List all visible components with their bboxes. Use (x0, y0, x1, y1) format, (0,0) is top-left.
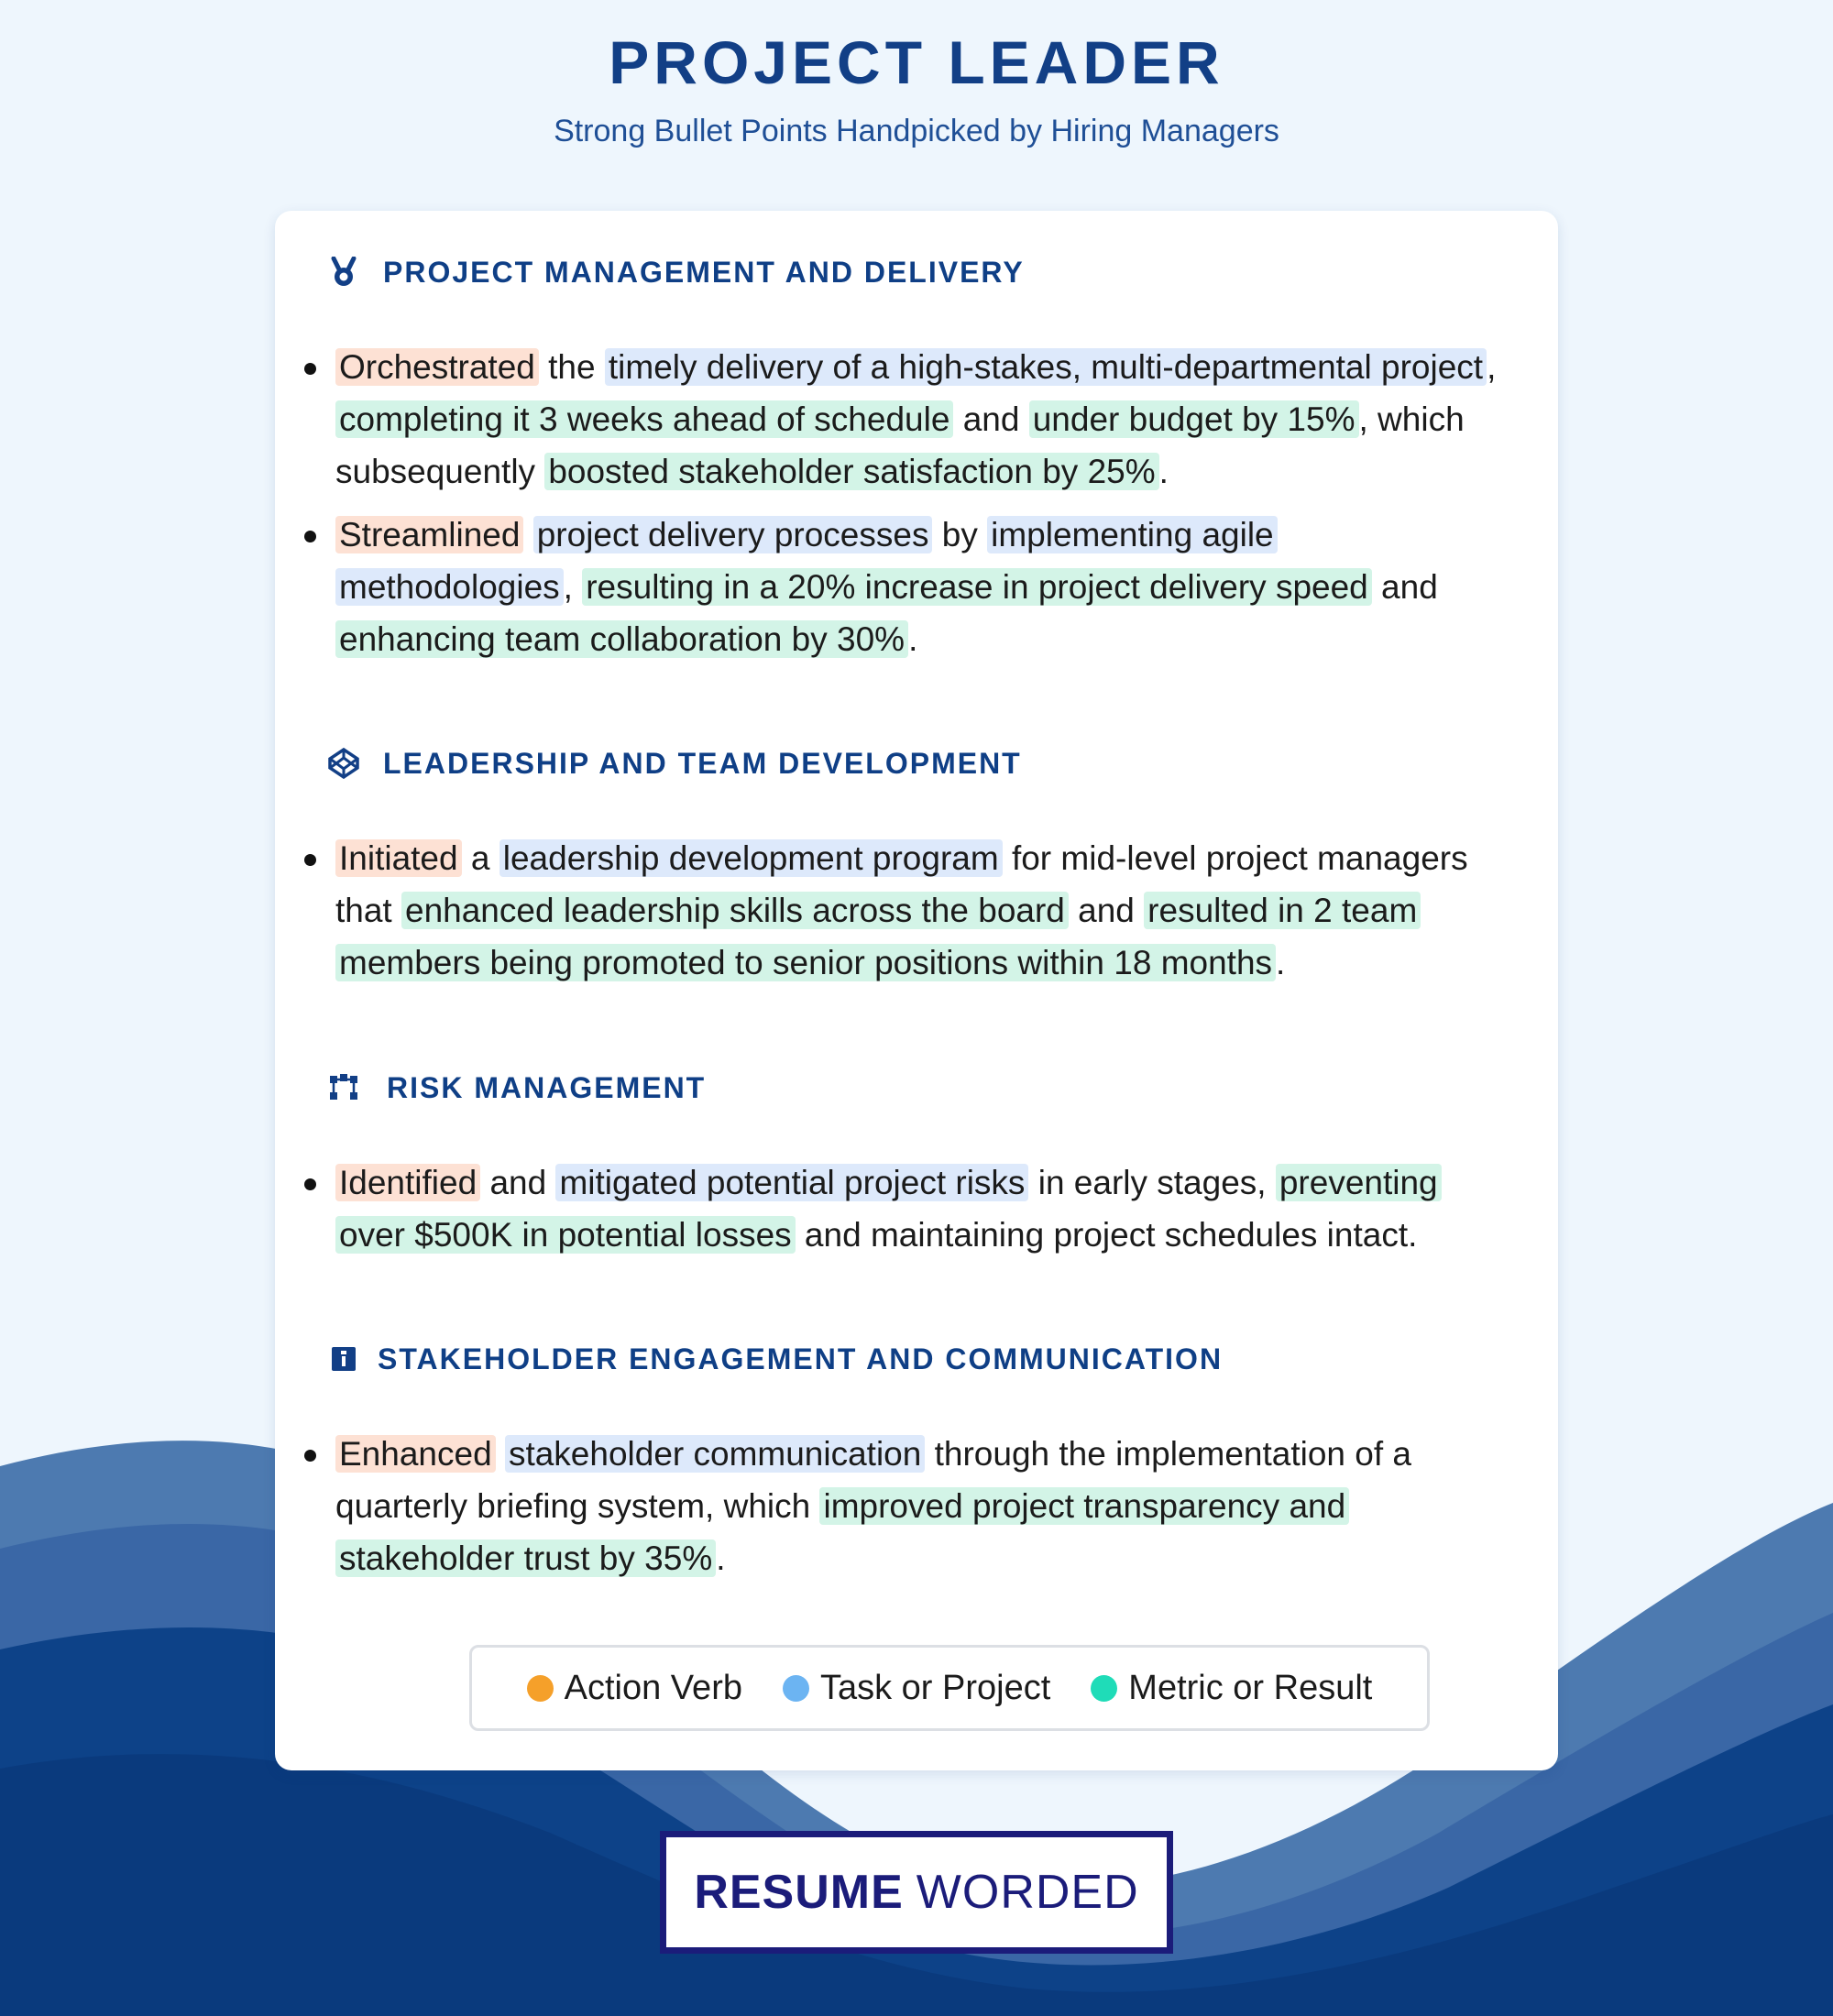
bullet-text: by (932, 516, 988, 553)
bullet-text: , (563, 568, 583, 606)
metric-highlight: resulting in a 20% increase in project delivery speed (582, 568, 1372, 606)
metric-highlight: under budget by 15% (1029, 400, 1359, 438)
legend (469, 1645, 1430, 1731)
section-heading (328, 1336, 1223, 1382)
metric-highlight: preventing over $500K in potential losses (335, 1164, 1442, 1254)
metric-highlight: boosted stakeholder satisfaction by 25% (544, 453, 1158, 490)
logo-text-light: WORDED (916, 1866, 1139, 1919)
task-highlight: timely delivery of a high-stakes, multi-departmental project (605, 348, 1487, 386)
action-verb-highlight: Enhanced (335, 1435, 496, 1473)
bullet-item (335, 1156, 1509, 1261)
bullet-points-card (275, 211, 1558, 1770)
network-nodes-icon (328, 1072, 359, 1103)
task-highlight: implementing agile methodologies (335, 516, 1278, 606)
bullet-text: and (953, 400, 1029, 438)
bullet-item (335, 1428, 1509, 1584)
metric-highlight: completing it 3 weeks ahead of schedule (335, 400, 953, 438)
bullet-text (523, 516, 532, 553)
page-header (0, 27, 1833, 149)
action-verb-highlight: Orchestrated (335, 348, 539, 386)
bullet-item (335, 341, 1509, 498)
legend-item-action-verb (527, 1669, 742, 1708)
legend-dot-icon (527, 1675, 554, 1702)
medal-icon (328, 257, 359, 288)
bullet-list (275, 341, 1509, 676)
bullet-text: a (461, 839, 499, 877)
bullet-text: through the implementation of a quarterly briefing system, which (335, 1435, 1412, 1525)
resume-worded-logo[interactable] (660, 1831, 1173, 1954)
metric-highlight: enhancing team collaboration by 30% (335, 620, 908, 658)
section-title: LEADERSHIP AND TEAM DEVELOPMENT (383, 746, 1022, 780)
section-heading (328, 740, 1022, 786)
page-title: PROJECT LEADER (609, 28, 1224, 96)
task-highlight: mitigated potential project risks (555, 1164, 1028, 1201)
bullet-text: and (1371, 568, 1438, 606)
section-title: PROJECT MANAGEMENT AND DELIVERY (383, 255, 1025, 289)
metric-highlight: enhanced leadership skills across the board (401, 892, 1069, 929)
action-verb-highlight: Identified (335, 1164, 480, 1201)
section-heading (328, 1065, 706, 1111)
bullet-text: and (1068, 892, 1145, 929)
task-highlight: stakeholder communication (505, 1435, 925, 1473)
metric-highlight: improved project transparency and stakeholder trust by 35% (335, 1487, 1349, 1577)
bullet-item (335, 509, 1509, 665)
bullet-text: . (908, 620, 918, 658)
bullet-item (335, 832, 1509, 989)
bullet-list (275, 832, 1509, 1000)
action-verb-highlight: Initiated (335, 839, 462, 877)
task-highlight: project delivery processes (533, 516, 933, 553)
bullet-text: in early stages, (1028, 1164, 1276, 1201)
legend-dot-icon (783, 1675, 809, 1702)
section-heading (328, 249, 1025, 295)
task-highlight: leadership development program (499, 839, 1003, 877)
bullet-text: the (538, 348, 605, 386)
legend-item-metric (1091, 1669, 1372, 1708)
bullet-text (496, 1435, 505, 1473)
bullet-text: . (1158, 453, 1169, 490)
bullet-text: . (1276, 944, 1286, 981)
section-title: RISK MANAGEMENT (387, 1070, 707, 1104)
legend-label: Action Verb (564, 1668, 742, 1707)
bullet-list (275, 1156, 1509, 1272)
bullet-text: , which subsequently (335, 400, 1465, 490)
bullet-text: and maintaining project schedules intact. (795, 1216, 1418, 1254)
bullet-text: . (716, 1539, 726, 1577)
legend-label: Metric or Result (1128, 1668, 1373, 1707)
legend-dot-icon (1091, 1675, 1117, 1702)
logo-text-bold: RESUME (694, 1866, 904, 1919)
bullet-text: for mid-level project managers that (335, 839, 1468, 929)
bullet-list (275, 1428, 1509, 1595)
id-badge-icon (328, 1343, 359, 1375)
section-title: STAKEHOLDER ENGAGEMENT AND COMMUNICATION (378, 1342, 1224, 1375)
action-verb-highlight: Streamlined (335, 516, 523, 553)
page-subtitle: Strong Bullet Points Handpicked by Hiring Managers (554, 114, 1279, 148)
legend-item-task (783, 1669, 1050, 1708)
codepen-cube-icon (328, 748, 359, 779)
bullet-text: , (1487, 348, 1497, 386)
legend-label: Task or Project (819, 1668, 1051, 1707)
bullet-text: and (480, 1164, 556, 1201)
metric-highlight: resulted in 2 team members being promoted to senior positions within 18 months (335, 892, 1421, 981)
